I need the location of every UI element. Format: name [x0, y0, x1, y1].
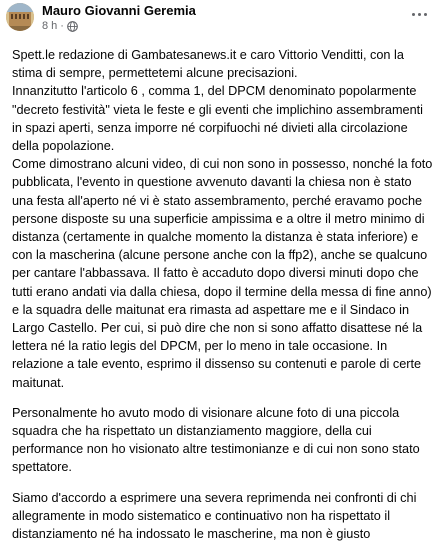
- paragraph-line: Siamo d'accordo a esprimere una severa reprimenda nei confronti di chi allegramente in modo sistematico e continuativo non ha rispettato il distanziamento né ha indossato le mascherine, ma non è giusto: [12, 490, 417, 542]
- paragraph-line: Personalmente ho avuto modo di visionare alcune foto di una piccola squadra che ha rispettato un distanziamento maggiore, della cui performance non ho visionato altre testimonianze e di cui non sono stato spettatore.: [12, 405, 420, 475]
- post-body: [12, 46, 436, 555]
- meta-separator: ·: [60, 20, 64, 32]
- globe-icon: [67, 21, 78, 32]
- paragraph-line: Come dimostrano alcuni video, di cui non sono in possesso, nonché la foto pubblicata, l'evento in questione avvenuto davanti la chiesa non è stato una festa all'aperto né vi è stato assembramento, perché eravamo poche persone disposte su una superficie ampissima e a oltre il metro minimo di distanza (certamente in qualche momento la distanza è stata inferiore) e con la mascherina (alcune persone anche con la ffp2), anche se qualcuno per cantare l'abbassava. Il fatto è accaduto dopo diversi minuti dopo che tutti erano andati via dalla chiesa, dopo il termine della messa di fine anno) e la squadra delle maitunat era rimasta ad aspettare me e il Sindaco in Largo Castello. Per cui, si può dire che non si sono affatto disattese né la lettera né la ratio legis del DPCM, per lo meno in tale occasione. In relazione a tale evento, esprimo il dissenso su contenuti e parole di certe maitunat.: [12, 157, 433, 390]
- post-header: [0, 0, 447, 40]
- post-paragraph: [12, 489, 436, 544]
- post-paragraph: [12, 404, 436, 477]
- post-time[interactable]: 8 h: [42, 20, 58, 32]
- more-options-icon[interactable]: [407, 4, 431, 24]
- author-avatar[interactable]: [6, 3, 34, 31]
- paragraph-line: Innanzitutto l'articolo 6 , comma 1, del DPCM denominato popolarmente "decreto festività" vieta le feste e gli eventi che implichino assembramenti in spazi aperti, senza imporre né corpifuochi né divieti alla circolazione della popolazione.: [12, 84, 423, 154]
- paragraph-line: Spett.le redazione di Gambatesanews.it e caro Vittorio Venditti, con la stima di sempre, permettetemi alcune precisazioni.: [12, 48, 404, 81]
- author-name[interactable]: Mauro Giovanni Geremia: [42, 3, 196, 18]
- post-meta: [42, 20, 78, 32]
- post-paragraph: [12, 46, 436, 392]
